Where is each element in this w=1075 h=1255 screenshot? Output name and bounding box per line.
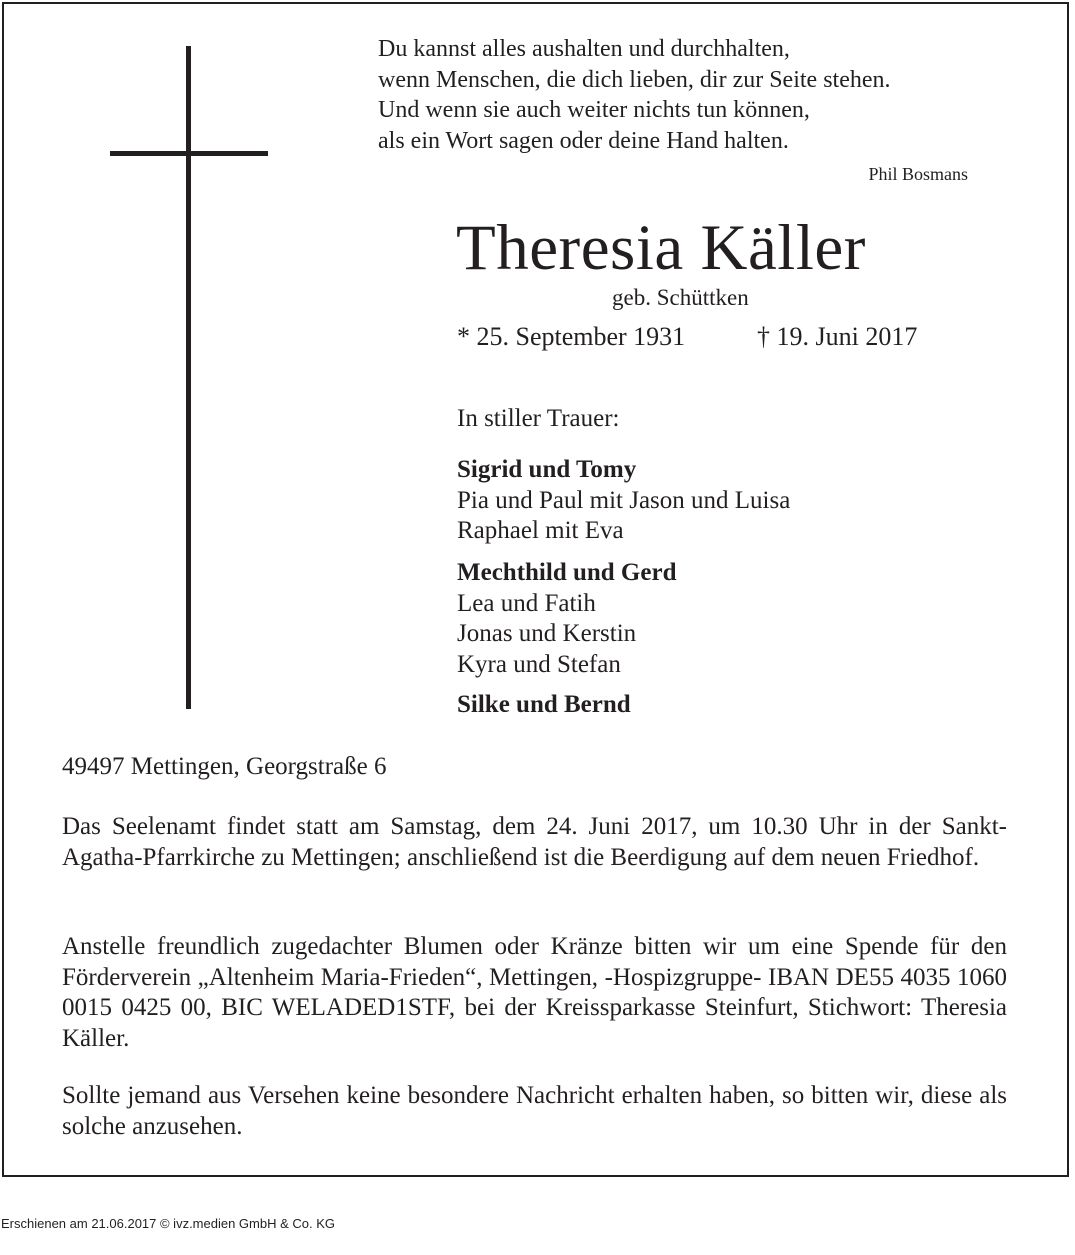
funeral-mass-paragraph: Das Seelenamt findet statt am Samstag, dem 24. Juni 2017, um 10.30 Uhr in der Sankt-Agatha-Pfarrkirche zu Mettingen; anschließend ist die Beerdigung auf dem neuen Friedhof. — [62, 813, 1007, 871]
family-head: Sigrid und Tomy — [457, 456, 637, 483]
cross-icon — [186, 46, 191, 709]
death-date: † 19. Juni 2017 — [757, 322, 918, 351]
mourner-family — [457, 690, 631, 721]
mourner-family — [457, 558, 676, 680]
family-member: Jonas und Kerstin — [457, 620, 637, 647]
poem-line: wenn Menschen, die dich lieben, dir zur Seite stehen. — [378, 66, 891, 93]
family-head: Silke und Bernd — [457, 691, 631, 718]
family-member: Kyra und Stefan — [457, 650, 621, 678]
deceased-name: Theresia Käller — [456, 212, 866, 284]
family-member: Pia und Paul mit Jason und Luisa — [457, 486, 791, 514]
address: 49497 Mettingen, Georgstraße 6 — [62, 753, 387, 780]
birth-date: * 25. September 1931 — [457, 322, 686, 351]
mourner-family — [457, 455, 790, 547]
birth-name: geb. Schüttken — [612, 285, 749, 310]
poem-line: Du kannst alles aushalten und durchhalten, — [378, 36, 790, 62]
poem — [378, 34, 998, 156]
mourning-intro: In stiller Trauer: — [457, 405, 620, 432]
donation-paragraph: Anstelle freundlich zugedachter Blumen oder Kränze bitten wir um eine Spende für den Förderverein „Altenheim Maria-Frieden“, Mettingen, -Hospizgruppe- IBAN DE55 4035 1060 0015 0425 00, BIC WELADED1STF, bei der Kreissparkasse Steinfurt, Stichwort: Theresia Käller. — [62, 933, 1007, 1052]
notice-paragraph: Sollte jemand aus Versehen keine besondere Nachricht erhalten haben, so bitten wir, diese als solche anzusehen. — [62, 1082, 1007, 1140]
poem-line: als ein Wort sagen oder deine Hand halten. — [378, 127, 789, 154]
poem-line: Und wenn sie auch weiter nichts tun können, — [378, 97, 810, 123]
poem-author: Phil Bosmans — [868, 164, 968, 184]
family-head: Mechthild und Gerd — [457, 559, 677, 586]
publication-footer: Erschienen am 21.06.2017 © ivz.medien GmbH & Co. KG — [1, 1216, 336, 1231]
family-member: Lea und Fatih — [457, 589, 596, 617]
cross-icon-beam — [110, 151, 268, 156]
family-member: Raphael mit Eva — [457, 517, 624, 544]
